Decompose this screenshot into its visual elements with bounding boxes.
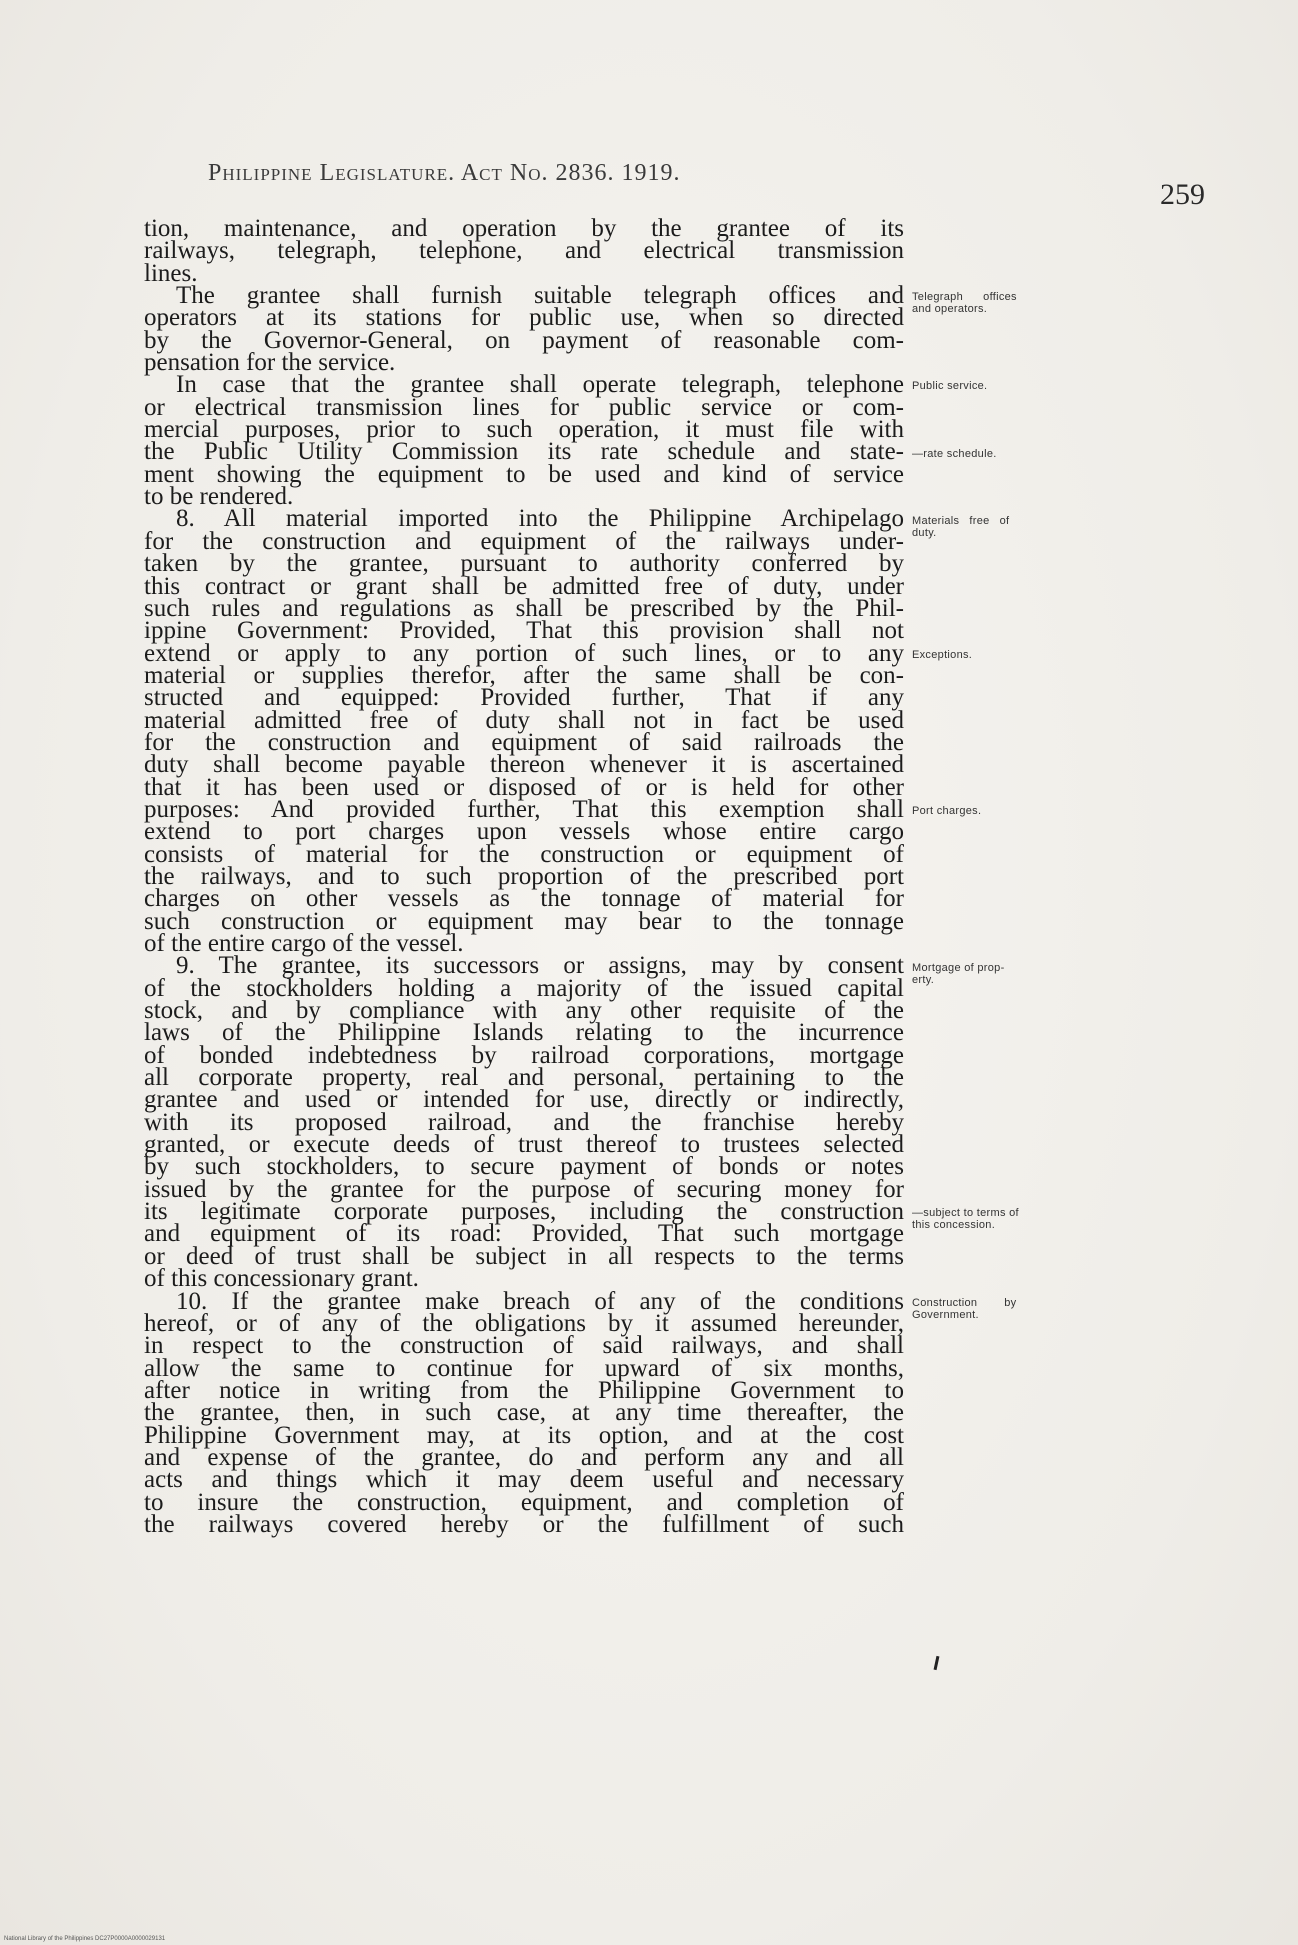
text-line: or electrical transmission lines for public service or com- xyxy=(144,393,904,421)
text-line: lines. xyxy=(144,259,198,287)
margin-note xyxy=(912,448,1092,460)
margin-note-line: Construction by xyxy=(912,1296,1017,1309)
text-line: of the entire cargo of the vessel. xyxy=(144,930,464,957)
text-line: all corporate property, real and personal, pertaining to the xyxy=(144,1064,904,1092)
margin-note-line: Telegraph offices xyxy=(912,291,1017,304)
text-line: extend or apply to any portion of such lines, or to any xyxy=(144,639,904,667)
margin-note-line: Public service. xyxy=(912,380,988,393)
text-line: charges on other vessels as the tonnage of material for xyxy=(144,885,904,913)
text-line: grantee and used or intended for use, directly or indirectly, xyxy=(144,1086,904,1114)
text-line: such construction or equipment may bear to the tonnage xyxy=(144,907,904,935)
margin-note xyxy=(912,380,1092,392)
page-number: 259 xyxy=(1160,178,1205,211)
margin-note-line: Mortgage of prop- xyxy=(912,961,1005,974)
margin-note xyxy=(912,291,1092,315)
text-line: duty shall become payable thereon whenever it is ascertained xyxy=(144,751,904,779)
text-line: this contract or grant shall be admitted free of duty, under xyxy=(144,572,904,600)
margin-note-line: and operators. xyxy=(912,303,988,316)
text-line: railways, telegraph, telephone, and electrical transmission xyxy=(144,237,904,265)
margin-note xyxy=(912,1297,1092,1321)
text-line: to be rendered. xyxy=(144,483,294,511)
text-line: after notice in writing from the Philippine Government to xyxy=(144,1376,904,1404)
text-line: and expense of the grantee, do and perform any and all xyxy=(144,1443,904,1471)
text-line: for the construction and equipment of said railroads the xyxy=(144,728,904,756)
body-text xyxy=(144,215,904,1538)
text-line: in respect to the construction of said railways, and shall xyxy=(144,1332,904,1360)
text-line: Philippine Government may, at its option, and at the cost xyxy=(144,1421,904,1449)
text-line: such rules and regulations as shall be prescribed by the Phil- xyxy=(144,594,904,622)
text-line: tion, maintenance, and operation by the grantee of its xyxy=(144,215,904,242)
margin-note-line: this concession. xyxy=(912,1219,996,1232)
text-line: or deed of trust shall be subject in all respects to the terms xyxy=(144,1242,904,1270)
text-line: ippine Government: Provided, That this provision shall not xyxy=(144,617,904,645)
text-line: by the Governor-General, on payment of reasonable com- xyxy=(144,326,904,354)
text-line: taken by the grantee, pursuant to authority conferred by xyxy=(144,550,904,578)
text-line: purposes: And provided further, That this exemption shall xyxy=(144,795,904,823)
text-line: 9. The grantee, its successors or assigns, may by consent xyxy=(176,952,904,980)
text-line: that it has been used or disposed of or is held for other xyxy=(144,773,904,801)
text-line: ment showing the equipment to be used and kind of service xyxy=(144,460,904,488)
text-line: the railways, and to such proportion of the prescribed port xyxy=(144,862,904,890)
running-head: Philippine Legislature. Act No. 2836. 1919. xyxy=(208,160,681,186)
text-line: with its proposed railroad, and the franchise hereby xyxy=(144,1108,904,1136)
margin-note-line: —subject to terms of xyxy=(912,1207,1019,1220)
text-line: of bonded indebtedness by railroad corporations, mortgage xyxy=(144,1041,904,1069)
text-line: the Public Utility Commission its rate schedule and state- xyxy=(144,438,904,466)
margin-note xyxy=(912,805,1092,817)
text-line: the railways covered hereby or the fulfillment of such xyxy=(144,1510,904,1538)
text-line: consists of material for the construction or equipment of xyxy=(144,840,904,868)
margin-note-line: Exceptions. xyxy=(912,648,973,661)
text-line: issued by the grantee for the purpose of securing money for xyxy=(144,1175,904,1203)
text-line: of this concessionary grant. xyxy=(144,1265,419,1293)
text-line: its legitimate corporate purposes, including the construction xyxy=(144,1198,904,1226)
archive-footer: National Library of the Philippines DC27P0000A0000029131 xyxy=(4,1936,166,1942)
margin-note-line: Port charges. xyxy=(912,805,982,818)
margin-note-line: Government. xyxy=(912,1308,979,1321)
text-line: allow the same to continue for upward of six months, xyxy=(144,1354,904,1382)
text-line: pensation for the service. xyxy=(144,349,396,377)
text-line: material or supplies therefor, after the same shall be con- xyxy=(144,661,904,689)
text-line: structed and equipped: Provided further, That if any xyxy=(144,684,904,712)
text-line: and equipment of its road: Provided, That such mortgage xyxy=(144,1220,904,1248)
text-line: stock, and by compliance with any other requisite of the xyxy=(144,997,904,1025)
text-line: mercial purposes, prior to such operation, it must file with xyxy=(144,416,904,444)
text-line: for the construction and equipment of the railways under- xyxy=(144,527,904,555)
text-line: In case that the grantee shall operate telegraph, telephone xyxy=(176,371,904,399)
text-line: operators at its stations for public use, when so directed xyxy=(144,304,904,332)
margin-note xyxy=(912,1207,1092,1231)
text-line: 8. All material imported into the Philippine Archipelago xyxy=(176,505,904,533)
text-line: hereof, or of any of the obligations by it assumed hereunder, xyxy=(144,1309,904,1337)
text-line: of the stockholders holding a majority of the issued capital xyxy=(144,974,904,1002)
text-line: granted, or execute deeds of trust thereof to trustees selected xyxy=(144,1131,904,1159)
ink-mark xyxy=(934,1656,940,1670)
text-line: acts and things which it may deem useful and necessary xyxy=(144,1466,904,1494)
margin-note-line: duty. xyxy=(912,526,937,539)
text-line: by such stockholders, to secure payment of bonds or notes xyxy=(144,1153,904,1181)
margin-note-line: Materials free of xyxy=(912,514,1010,527)
text-line: the grantee, then, in such case, at any time thereafter, the xyxy=(144,1399,904,1427)
text-line: 10. If the grantee make breach of any of the conditions xyxy=(176,1287,904,1315)
margin-note xyxy=(912,649,1092,661)
margin-note-line: erty. xyxy=(912,973,935,986)
margin-note xyxy=(912,962,1092,986)
margin-note xyxy=(912,515,1092,539)
text-line: to insure the construction, equipment, and completion of xyxy=(144,1488,904,1516)
text-line: laws of the Philippine Islands relating to the incurrence xyxy=(144,1019,904,1047)
text-line: The grantee shall furnish suitable telegraph offices and xyxy=(176,282,904,310)
margin-note-line: —rate schedule. xyxy=(912,447,997,460)
text-line: material admitted free of duty shall not in fact be used xyxy=(144,706,904,734)
text-line: extend to port charges upon vessels whose entire cargo xyxy=(144,818,904,846)
